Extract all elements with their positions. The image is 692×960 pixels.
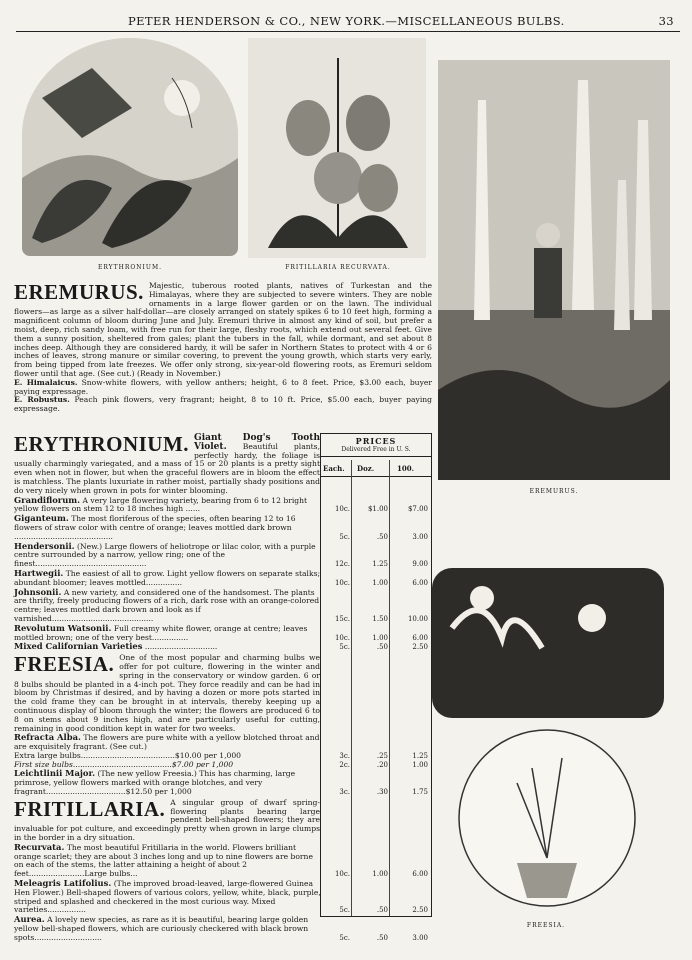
list-item: Refracta Alba. The flowers are pure white with a yellow blotched throat and are exquisitely fragrant. (See cut.) (14, 732, 320, 752)
prices-subtitle: Delivered Free in U. S. (341, 446, 411, 453)
erythronium-heading: ERYTHRONIUM. (14, 432, 190, 456)
prices-title: PRICES (355, 436, 397, 446)
fritillaria-intro: A singular group of dwarf spring-flowering plants bearing large pendent bell-shaped flowers; they are invaluable for pot culture, and exceedingly pretty when grown in large clumps in the border in a dry situation. (14, 797, 320, 843)
freesia-illustration (422, 508, 674, 914)
list-item: Giganteum. The most floriferous of the species, often bearing 12 to 16 flowers of straw color with centre of orange; leaves mottled dark brown ......................................... 5c. .50 3.00 (14, 513, 428, 541)
freesia-section (14, 654, 432, 797)
col-doz: Doz. (357, 464, 375, 473)
eremurus-item: E. Himalaicus. Snow-white flowers, with yellow anthers; height, 6 to 8 feet. Price, $3.00 each, buyer paying expressage. (14, 377, 432, 396)
list-item: Mixed Californian Varieties .............................. 5c. .50 2.50 (14, 641, 428, 652)
caption-eremurus: EREMURUS. (529, 488, 579, 495)
eremurus-heading: EREMURUS. (14, 280, 144, 304)
freesia-intro: One of the most popular and charming bulbs we offer for pot culture, flowering in the winter and spring in the conservatory or window garden. 6 or 8 bulbs should be planted in a 4-inch pot. They force readily and can be had in bloom by Christmas if desired, and by having a dozen or more pots started in the cold frame they can be brought in at intervals, thereby keeping up a continuous display of bloom through the winter; the flowers are produced 6 to 8 on stems about 9 inches high, and are particularly useful for cutting, remaining in good condition kept in water for two weeks. (14, 653, 320, 733)
list-item: Johnsonii. A new variety, and considered one of the handsomest. The plants are thrifty, freely producing flowers of a rich, dark rose with an orange-colored centre; leaves mottled dark brown and look as if varnished.......................................... 15c. 1.50 10.00 (14, 586, 428, 623)
caption-freesia: FREESIA. (526, 922, 566, 929)
page-number: 33 (658, 14, 674, 28)
text-column (14, 282, 432, 414)
eremurus-illustration (438, 60, 670, 480)
list-item: Hartwegii. The easiest of all to grow. Light yellow flowers on separate stalks; abundant bloomer; leaves mottled............... 10c. 1.00 6.00 (14, 567, 428, 587)
erythronium-subheading: Giant Dog's Tooth Violet. (194, 433, 320, 452)
list-item: Grandiflorum. A very large flowering variety, bearing from 6 to 12 bright yellow flowers on stem 12 to 18 inches high ...... 10c. $1.00 $7.00 (14, 494, 428, 514)
eremurus-section (14, 282, 432, 414)
price-column (14, 434, 432, 943)
freesia-heading: FREESIA. (14, 652, 115, 677)
erythronium-items (14, 496, 432, 653)
erythronium-intro: Beautiful plants, perfectly hardy, the foliage is usually charmingly variegated, and a mass of 15 or 20 plants is a pretty sight even when not in flower, but when the graceful flowers are in bloom the effect is matchless. The plants luxuriate in rather moist, partially shady positions and do very nicely when grown in pots for winter blooming. (14, 441, 320, 495)
fritillaria-section (14, 796, 432, 943)
running-title: PETER HENDERSON & CO., NEW YORK.—MISCELLANEOUS BULBS. (128, 14, 565, 28)
col-each: Each. (323, 464, 345, 473)
eremurus-item: E. Robustus. Peach pink flowers, very fragrant; height, 8 to 10 ft. Price, $5.00 each, buyer paying expressage. (14, 395, 432, 414)
list-item: Leichtlinii Major. (The new yellow Freesia.) This has charming, large primrose, yellow flowers marked with orange blotches, and very fragrant.................................$12.50 per 1,000 3c. .30 1.75 (14, 768, 428, 797)
header-rule (16, 31, 680, 32)
list-item: First size bulbs.........................................$7.00 per 1,000 2c. .20 1.00 (14, 759, 428, 769)
list-item: Aurea. A lovely new species, as rare as it is beautiful, bearing large golden yellow bell-shaped flowers, which are curiously checkered with black brown spots............................ 5c. .50 3.00 (14, 914, 428, 942)
eremurus-intro: Majestic, tuberous rooted plants, natives of Turkestan and the Himalayas, where they are subjected to severe winters. They are noble ornaments in a large flower garden or on the lawn. The individual flowers—as large as a silver half-dollar—are closely arranged on stately spikes 6 to 10 feet high, forming a magnificent column of bloom during June and July. Eremuri thrive in almost any kind of soil, but prefer a moist, deep, rich sandy loam, with free run for their large, fleshy roots, which extend out several feet. Give them a sunny position, sheltered from gales; plant the tubers in the fall, while dormant, and set about 8 inches deep. Although they are considered hardy, it will be safer in Northern States to protect with 4 or 6 inches of leaves, strong manure or similar covering, to prevent the young growth, which starts very early, from being tipped from late freezes. We offer only strong, six-year-old flowering roots, as Eremuri seldom flower until that age. (See cut.) (Ready in November.) (14, 281, 432, 378)
list-item: Hendersonii. (New.) Large flowers of heliotrope or lilac color, with a purple centre surrounded by a narrow, yellow ring; one of the finest.............................................. 12c. 1.25 9.00 (14, 540, 428, 569)
list-item: Recurvata. The most beautiful Fritillaria in the world. Flowers brilliant orange scarlet; they are about 3 inches long and up to nine flowers are borne on each of the stems, the latter attaining a height of about 2 feet.......................Large bulbs... 10c. 1.00 6.00 (14, 841, 428, 879)
caption-erythronium: ERYTHRONIUM. (97, 264, 163, 271)
fritillaria-heading: FRITILLARIA. (14, 796, 166, 821)
list-item: Revolutum Watsonii. Full creamy white flower, orange at centre; leaves mottled brown; one of the very best............... 10c. 1.00 6.00 (14, 622, 428, 642)
caption-fritillaria: FRITILLARIA RECURVATA. (285, 264, 391, 271)
list-item: Meleagris Latifolius. (The improved broad-leaved, large-flowered Guinea Hen Flower.) Bell-shaped flowers of various colors, yellow, white, black, purple, striped and splashed and checkered in the most curious way. Mixed varieties................ 5c. .50 2.50 (14, 878, 428, 915)
list-item: Extra large bulbs.......................................$10.00 per 1,000 3c. .25 1.25 (14, 750, 428, 760)
page-header (18, 14, 678, 30)
col-100: 100. (397, 464, 415, 473)
erythronium-illustration (22, 38, 238, 256)
erythronium-section (14, 434, 432, 496)
fritillaria-illustration (248, 38, 426, 258)
